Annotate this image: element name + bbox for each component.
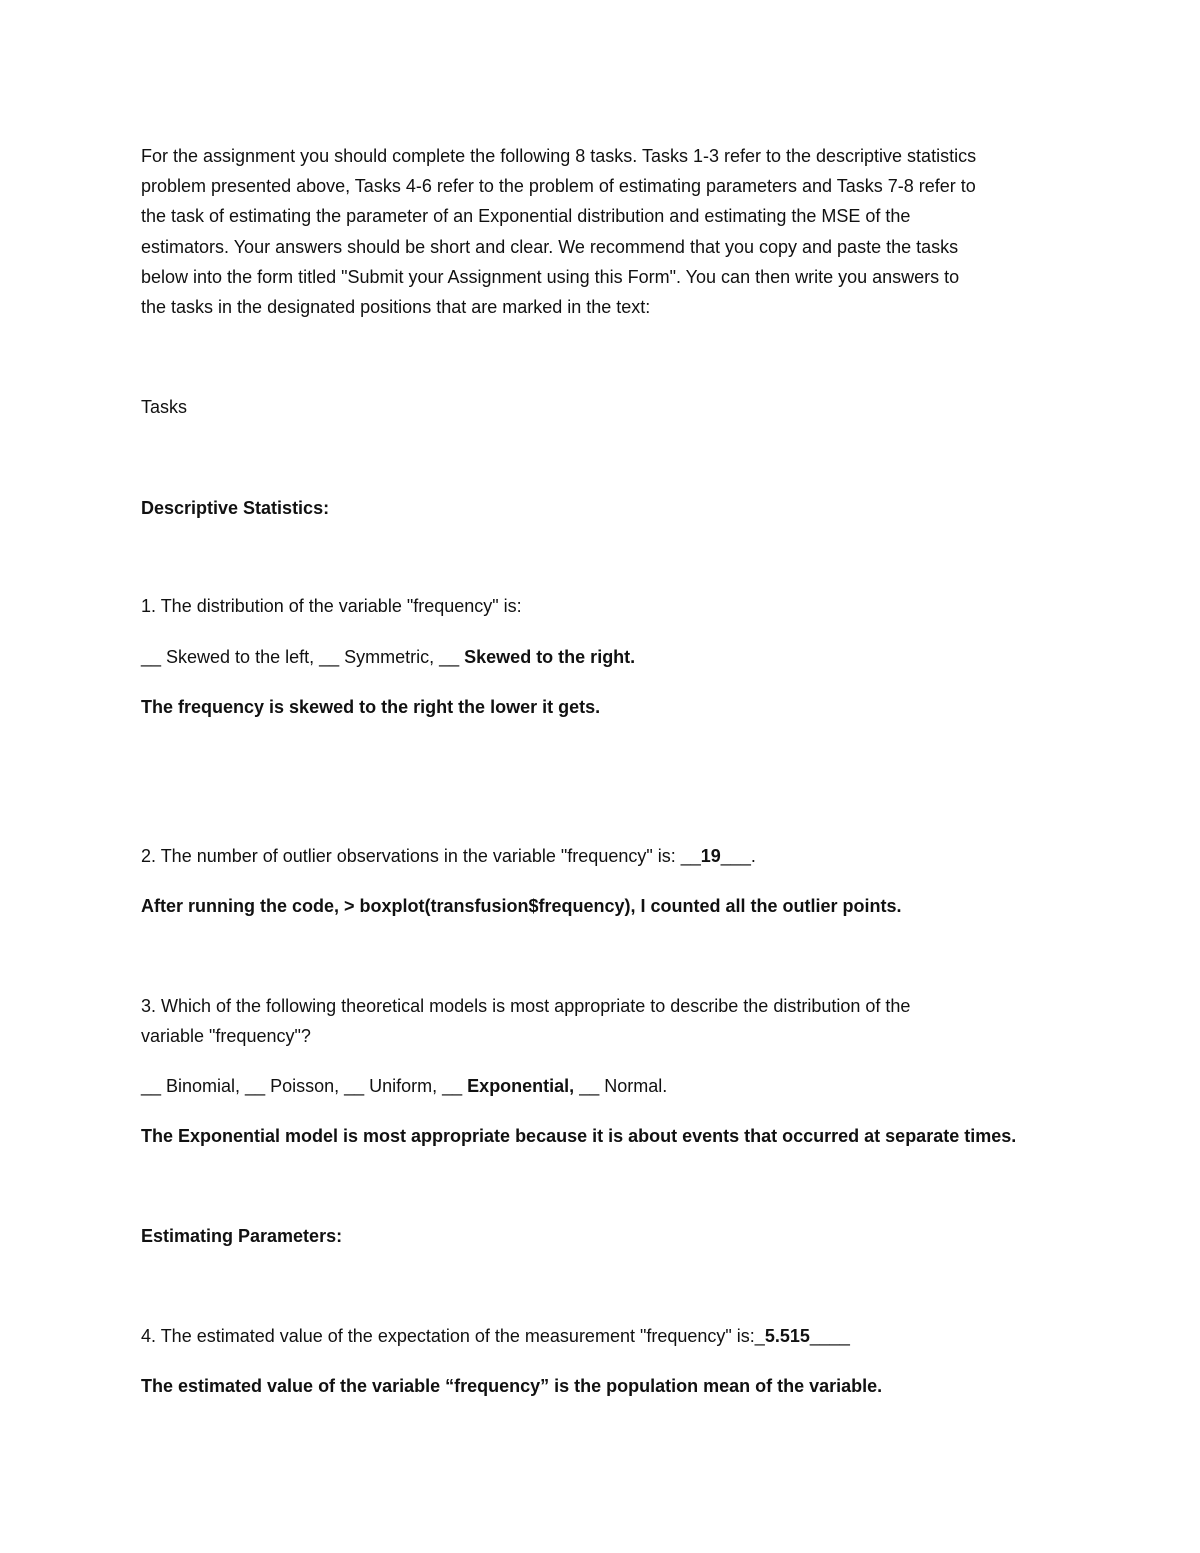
tasks-heading: Tasks [141,397,188,417]
task2-answer-value: 19 [700,846,721,866]
intro-paragraph [141,141,1071,322]
task3-options-before: __ Binomial, __ Poisson, __ Uniform, __ [141,1076,468,1096]
task4-question-prefix: 4. The estimated value of the expectation of the measurement "frequency" is:_ [141,1326,765,1346]
task1-options [141,642,635,672]
task3-selected-option: Exponential, [467,1076,575,1096]
task2-question-suffix: ___. [720,846,756,866]
intro-line: the task of estimating the parameter of an Exponential distribution and estimating the MSE of the [141,206,911,227]
task1-options-plain: __ Skewed to the left, __ Symmetric, __ [141,647,465,667]
intro-line: the tasks in the designated positions that are marked in the text: [141,297,651,318]
task4-question [141,1321,850,1351]
task3-options [141,1071,667,1101]
task1-selected-option: Skewed to the right. [464,647,636,667]
task4-question-suffix: ____ [809,1326,850,1346]
task1-question: 1. The distribution of the variable "frequency" is: [141,596,522,616]
task2-answer: After running the code, > boxplot(transfusion$frequency), I counted all the outlier points. [141,896,902,916]
intro-line: estimators. Your answers should be short and clear. We recommend that you copy and paste the tasks [141,236,959,257]
section-heading-estimating-parameters: Estimating Parameters: [141,1226,343,1246]
task2-question-prefix: 2. The number of outlier observations in the variable "frequency" is: __ [141,846,701,866]
intro-line: For the assignment you should complete the following 8 tasks. Tasks 1-3 refer to the descriptive statistics [141,146,977,166]
task2-question [141,841,756,871]
section-heading-descriptive-statistics: Descriptive Statistics: [141,498,330,518]
task3-options-after: __ Normal. [574,1076,668,1096]
task4-answer: The estimated value of the variable “frequency” is the population mean of the variable. [141,1376,883,1396]
intro-line: below into the form titled "Submit your Assignment using this Form". You can then write you answers to [141,266,960,287]
task3-question-line2: variable "frequency"? [141,1026,311,1046]
intro-line: problem presented above, Tasks 4-6 refer to the problem of estimating parameters and Tasks 7-8 refer to [141,176,976,197]
task3-question-line1: 3. Which of the following theoretical models is most appropriate to describe the distribution of the [141,996,911,1016]
task1-answer: The frequency is skewed to the right the lower it gets. [141,697,601,717]
task4-answer-value: 5.515 [764,1326,810,1346]
task3-answer: The Exponential model is most appropriate because it is about events that occurred at separate times. [141,1126,1017,1146]
